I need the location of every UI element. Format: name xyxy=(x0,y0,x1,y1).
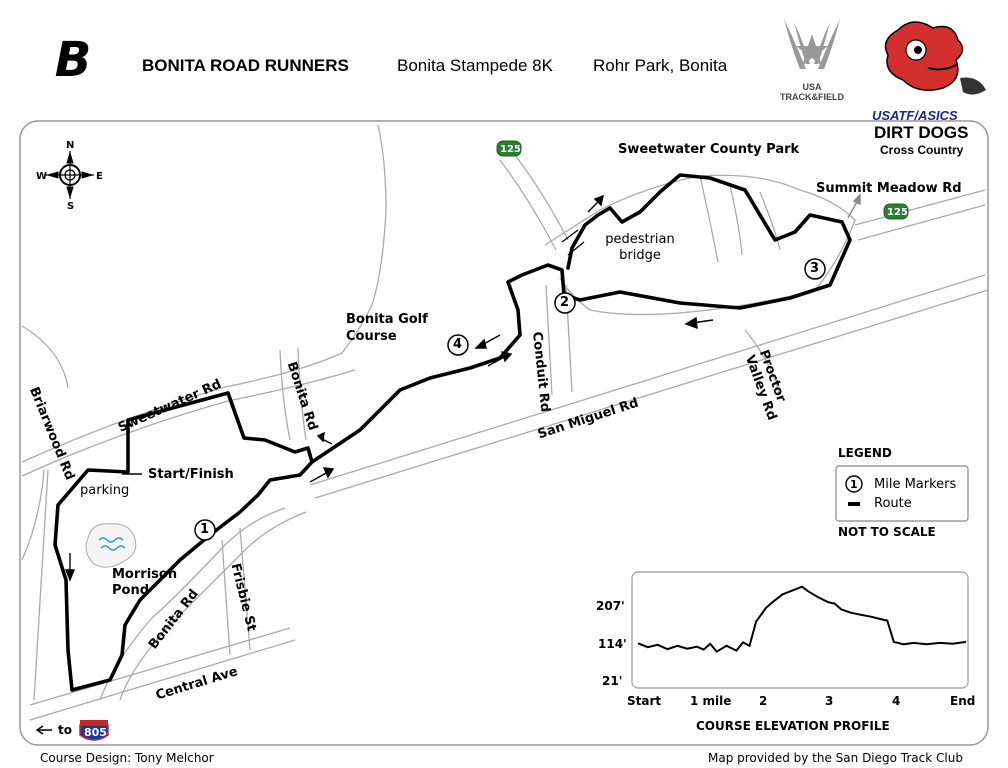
legend-route-swatch xyxy=(848,502,860,506)
mile-marker-3: 3 xyxy=(810,261,820,276)
compass-n: N xyxy=(66,140,75,151)
mile-marker-4: 4 xyxy=(453,337,463,352)
compass-s: S xyxy=(67,201,75,212)
proctor-valley-label: Proctor Valley Rd xyxy=(741,348,789,423)
scale-note: NOT TO SCALE xyxy=(838,525,936,539)
mile-marker-1: 1 xyxy=(200,522,210,537)
bonita-rd-lower-label: Bonita Rd xyxy=(146,586,202,653)
map-provider-credit: Map provided by the San Diego Track Club xyxy=(708,751,963,765)
svg-text:B: B xyxy=(54,32,92,88)
briarwood-rd-label: Briarwood Rd xyxy=(26,385,78,483)
usatf-logo xyxy=(772,14,852,109)
hwy125-label-east: 125 xyxy=(887,207,908,218)
elev-x-tick-4: 4 xyxy=(892,694,901,708)
elev-x-tick-1: 1 mile xyxy=(690,694,732,708)
conduit-rd-label: Conduit Rd xyxy=(529,331,553,413)
golf-course-label: Bonita Golf Course xyxy=(346,312,428,344)
elevation-title: COURSE ELEVATION PROFILE xyxy=(696,719,890,733)
to-label: to xyxy=(58,723,72,737)
elev-x-tick-2: 2 xyxy=(759,694,768,708)
sponsor-line-2: DIRT DOGS xyxy=(874,123,969,142)
elevation-chart-frame xyxy=(632,572,968,688)
course-design-credit: Course Design: Tony Melchor xyxy=(40,751,214,765)
elev-x-tick-start: Start xyxy=(627,694,662,708)
summit-meadow-label: Summit Meadow Rd xyxy=(816,181,962,196)
legend-route-label: Route xyxy=(874,496,912,511)
sweetwater-rd-label: Sweetwater Rd xyxy=(116,376,224,436)
morrison-pond-label: Morrison Pond xyxy=(112,567,178,598)
sponsor-line-1: USATF/ASICS xyxy=(872,108,958,123)
compass-w: W xyxy=(36,171,48,182)
usatf-logo-text: USA TRACK&FIELD xyxy=(780,82,844,102)
central-ave-label: Central Ave xyxy=(154,664,240,704)
elev-y-tick-114: 114' xyxy=(598,637,627,651)
elev-x-tick-3: 3 xyxy=(825,694,834,708)
briarwood-rd-line xyxy=(22,326,68,388)
bonita-rd-upper-label: Bonita Rd xyxy=(283,360,321,433)
mile-marker-circles xyxy=(195,259,825,540)
dirt-dogs-logo xyxy=(868,10,994,160)
san-miguel-rd-label: San Miguel Rd xyxy=(536,395,641,443)
hwy125-label: 125 xyxy=(500,144,521,155)
club-name: BONITA ROAD RUNNERS xyxy=(142,56,349,75)
parking-label: parking xyxy=(80,483,130,498)
frisbie-st-line xyxy=(222,540,230,655)
pedestrian-bridge-label: pedestrian bridge xyxy=(605,232,675,263)
legend-box xyxy=(836,466,968,521)
county-park-label: Sweetwater County Park xyxy=(618,142,800,157)
legend-markers-label: Mile Markers xyxy=(874,477,957,492)
race-name: Bonita Stampede 8K xyxy=(397,56,553,75)
frisbie-st-label: Frisbie St xyxy=(227,562,259,633)
morrison-pond xyxy=(86,524,136,567)
mile-marker-2: 2 xyxy=(560,295,570,310)
compass-e: E xyxy=(96,171,103,182)
elev-x-tick-end: End xyxy=(950,694,976,708)
direction-arrows xyxy=(66,195,860,580)
elev-y-tick-21: 21' xyxy=(602,674,623,688)
i805-label: 805 xyxy=(84,726,107,739)
club-logo xyxy=(18,10,128,114)
legend-marker-example: 1 xyxy=(850,478,858,491)
start-finish-label: Start/Finish xyxy=(148,467,234,482)
elev-y-tick-207: 207' xyxy=(596,599,625,613)
legend-title: LEGEND xyxy=(838,446,892,460)
race-location: Rohr Park, Bonita xyxy=(593,56,728,75)
to-arrow-icon xyxy=(37,726,52,734)
compass-rose-icon xyxy=(46,151,94,199)
sponsor-line-3: Cross Country xyxy=(880,143,964,157)
